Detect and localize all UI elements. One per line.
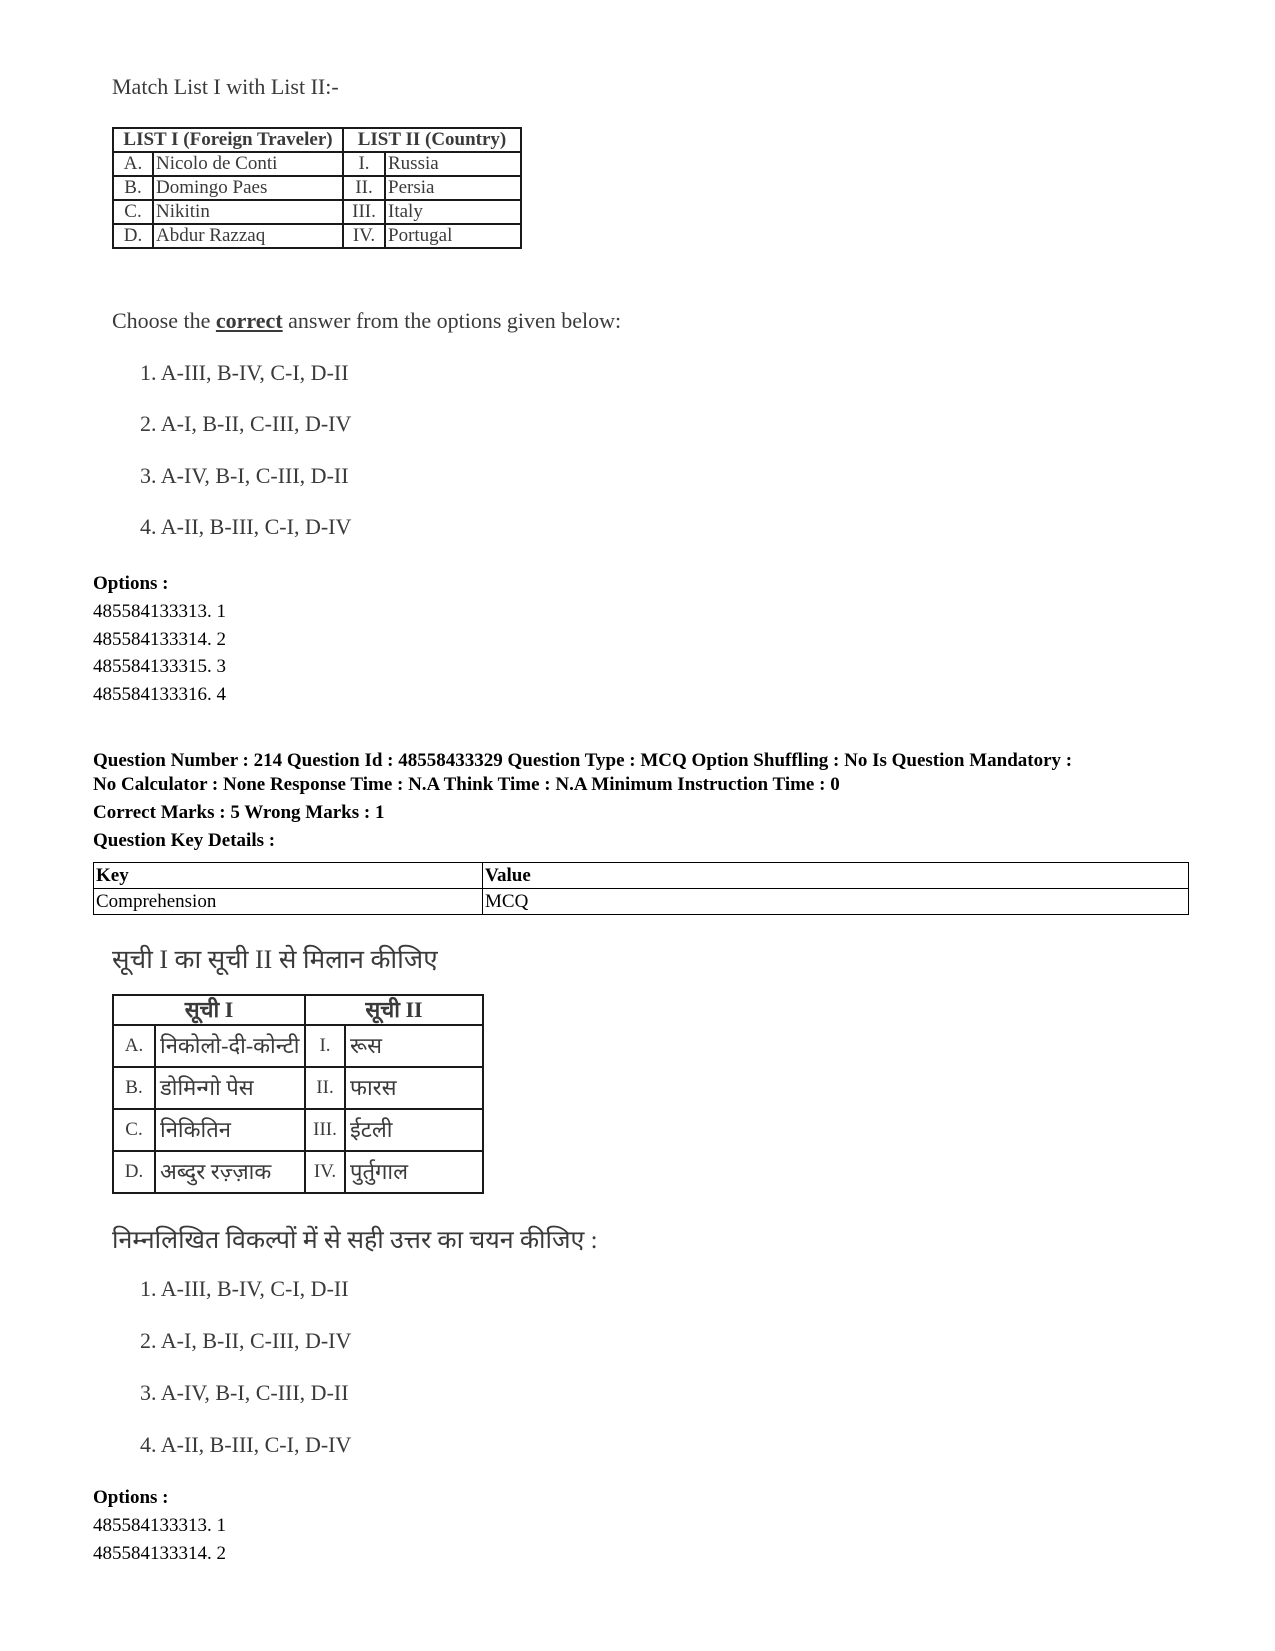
country-name: ईटली: [345, 1109, 483, 1151]
row-label: D.: [113, 224, 153, 248]
table-row: [113, 200, 521, 224]
choose-text-post: answer from the options given below:: [282, 308, 622, 333]
option-id: 485584133313. 1: [93, 601, 226, 622]
country-name: पुर्तुगाल: [345, 1151, 483, 1193]
choose-text-emphasis: correct: [215, 308, 283, 333]
row-label: B.: [113, 1067, 155, 1109]
table-row: [113, 1067, 483, 1109]
traveler-name: डोमिन्गो पेस: [155, 1067, 305, 1109]
row-label: A.: [113, 1025, 155, 1067]
answer-choice: 3. A-IV, B-I, C-III, D-II: [140, 463, 349, 488]
row-label: C.: [113, 200, 153, 224]
traveler-name: अब्दुर रज़्ज़ाक: [155, 1151, 305, 1193]
traveler-name: Domingo Paes: [153, 176, 343, 200]
value-cell: MCQ: [483, 889, 1189, 915]
roman-label: I.: [343, 152, 385, 176]
roman-label: II.: [305, 1067, 345, 1109]
options-label: Options :: [93, 1487, 169, 1508]
table-row: [113, 1151, 483, 1193]
question-meta-line: Question Number : 214 Question Id : 48558433329 Question Type : MCQ Option Shuffling : No Is Question Mandatory :: [93, 750, 1073, 771]
table-row: [113, 1025, 483, 1067]
table-row: [94, 889, 1189, 915]
country-name: Italy: [385, 200, 521, 224]
table-row: [113, 1109, 483, 1151]
answer-choice: 2. A-I, B-II, C-III, D-IV: [140, 411, 352, 436]
match-list-table: [112, 127, 522, 249]
list-one-header: LIST I (Foreign Traveler): [113, 128, 343, 152]
hindi-match-list-table: [112, 994, 484, 1194]
table-row: [113, 152, 521, 176]
roman-label: III.: [305, 1109, 345, 1151]
traveler-name: निकितिन: [155, 1109, 305, 1151]
traveler-name: निकोलो-दी-कोन्टी: [155, 1025, 305, 1067]
answer-choice: 3. A-IV, B-I, C-III, D-II: [140, 1380, 349, 1405]
list-one-header: सूची I: [113, 995, 305, 1025]
key-details-table: [93, 862, 1189, 915]
roman-label: IV.: [305, 1151, 345, 1193]
key-cell: Comprehension: [94, 889, 483, 915]
key-details-label: Question Key Details :: [93, 830, 276, 851]
row-label: A.: [113, 152, 153, 176]
traveler-name: Abdur Razzaq: [153, 224, 343, 248]
option-id: 485584133315. 3: [93, 656, 226, 677]
answer-choice: 4. A-II, B-III, C-I, D-IV: [140, 1432, 352, 1457]
roman-label: III.: [343, 200, 385, 224]
match-instruction: Match List I with List II:-: [112, 74, 339, 99]
row-label: B.: [113, 176, 153, 200]
roman-label: I.: [305, 1025, 345, 1067]
hindi-match-instruction: सूची I का सूची II से मिलान कीजिए: [112, 945, 438, 974]
country-name: Russia: [385, 152, 521, 176]
key-header: Key: [94, 863, 483, 889]
hindi-choose-instruction: निम्नलिखित विकल्पों में से सही उत्तर का चयन कीजिए :: [112, 1227, 598, 1254]
answer-choice: 2. A-I, B-II, C-III, D-IV: [140, 1328, 352, 1353]
list-two-header: LIST II (Country): [343, 128, 521, 152]
answer-choice: 4. A-II, B-III, C-I, D-IV: [140, 514, 352, 539]
option-id: 485584133316. 4: [93, 684, 226, 705]
country-name: रूस: [345, 1025, 483, 1067]
option-id: 485584133314. 2: [93, 1543, 226, 1564]
option-id: 485584133314. 2: [93, 629, 226, 650]
list-two-header: सूची II: [305, 995, 483, 1025]
row-label: D.: [113, 1151, 155, 1193]
traveler-name: Nikitin: [153, 200, 343, 224]
answer-choice: 1. A-III, B-IV, C-I, D-II: [140, 1276, 349, 1301]
roman-label: II.: [343, 176, 385, 200]
roman-label: IV.: [343, 224, 385, 248]
table-row: [113, 176, 521, 200]
country-name: Portugal: [385, 224, 521, 248]
row-label: C.: [113, 1109, 155, 1151]
choose-text-pre: Choose the: [112, 308, 216, 333]
table-row: [94, 863, 1189, 889]
option-id: 485584133313. 1: [93, 1515, 226, 1536]
choose-instruction: [112, 308, 621, 334]
question-meta: [93, 749, 1193, 797]
question-meta-line: No Calculator : None Response Time : N.A Think Time : N.A Minimum Instruction Time : 0: [93, 774, 840, 795]
options-label: Options :: [93, 573, 169, 594]
answer-choice: 1. A-III, B-IV, C-I, D-II: [140, 360, 349, 385]
marks-info: Correct Marks : 5 Wrong Marks : 1: [93, 802, 385, 823]
country-name: Persia: [385, 176, 521, 200]
table-row: [113, 224, 521, 248]
traveler-name: Nicolo de Conti: [153, 152, 343, 176]
country-name: फारस: [345, 1067, 483, 1109]
value-header: Value: [483, 863, 1189, 889]
